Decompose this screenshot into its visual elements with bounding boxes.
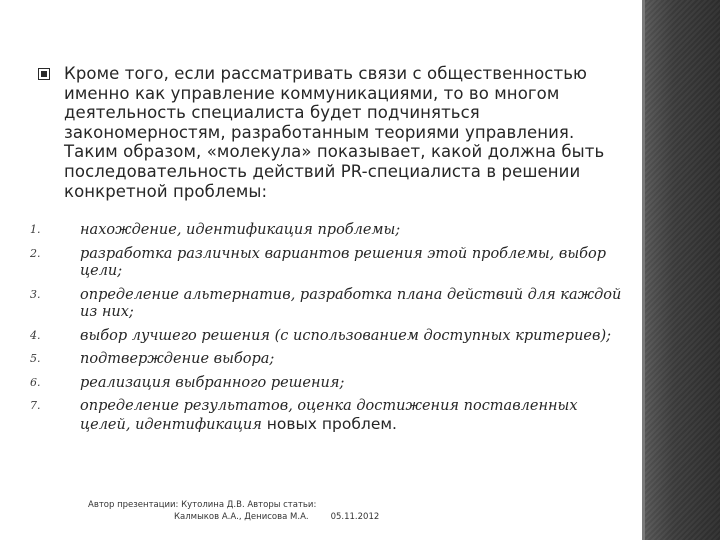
- list-item: [30, 328, 630, 346]
- step-number: 7.: [30, 399, 41, 412]
- intro-paragraph: Кроме того, если рассматривать связи с общественностью именно как управление коммуникациями, то во многом деятельность специалиста будет подчиняться закономерностям, разработанным теориями управления. Таким образом, «молекула» показывает, какой должна быть последовательность действий PR-специалиста в решении конкретной проблемы:: [64, 64, 605, 201]
- step-number: 3.: [30, 287, 41, 301]
- step-number: 6.: [30, 375, 41, 389]
- step-number: 4.: [30, 328, 41, 342]
- right-sidebar-decoration: [642, 0, 720, 540]
- footer-credits: [88, 499, 448, 523]
- list-item: [30, 246, 630, 281]
- step-text: разработка различных вариантов решения этой проблемы, выбор цели;: [80, 245, 607, 279]
- list-item: [30, 375, 630, 393]
- step-number: 1.: [30, 223, 41, 236]
- step-text-tail: новых проблем.: [261, 414, 397, 433]
- checkbox-bullet-icon: [38, 68, 50, 80]
- step-number: 2.: [30, 246, 41, 260]
- step-text: нахождение, идентификация проблемы;: [80, 222, 401, 238]
- list-item: [30, 351, 630, 369]
- step-number: 5.: [30, 352, 41, 365]
- step-text: реализация выбранного решения;: [80, 374, 345, 391]
- step-text: подтверждение выбора;: [80, 351, 275, 367]
- footer-line-2: [88, 511, 448, 523]
- list-item: [30, 222, 630, 240]
- footer-article-authors: Калмыков А.А., Денисова М.А.: [174, 512, 309, 522]
- step-text: [80, 398, 630, 434]
- list-item: [30, 287, 630, 322]
- footer-line-authors: Автор презентации: Кутолина Д.В. Авторы статьи:: [88, 500, 317, 510]
- steps-list: [30, 222, 630, 440]
- step-text: выбор лучшего решения (с использованием доступных критериев);: [80, 327, 611, 344]
- step-text: определение альтернатив, разработка плана действий для каждой из них;: [80, 286, 622, 320]
- footer-date: 05.11.2012: [330, 512, 380, 522]
- step-text-main: определение результатов, оценка достижения поставленных целей, идентификация: [80, 398, 578, 433]
- list-item: [30, 398, 630, 434]
